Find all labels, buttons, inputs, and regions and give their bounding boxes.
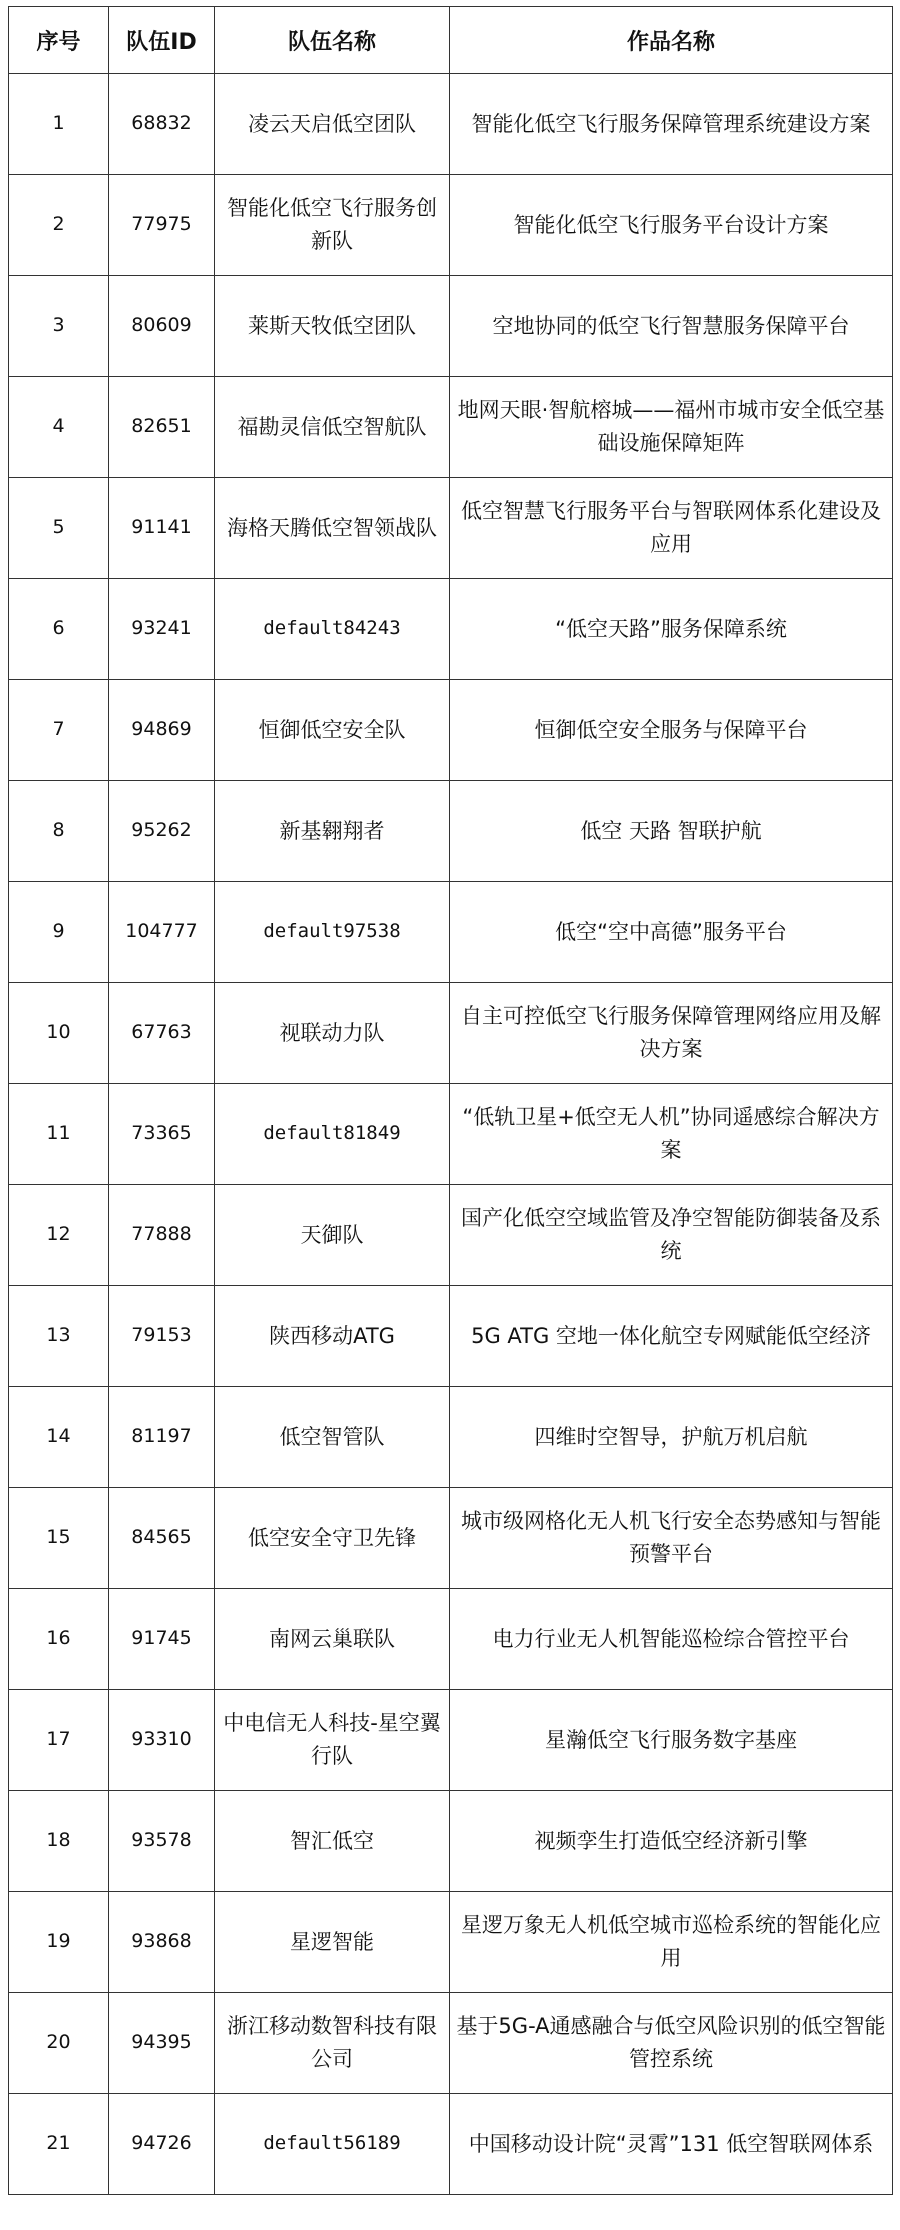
table-row (9, 478, 893, 579)
header-no: 序号 (9, 7, 109, 74)
cell-no: 1 (9, 74, 109, 175)
cell-work-name: 地网天眼·智航榕城——福州市城市安全低空基础设施保障矩阵 (450, 377, 893, 478)
cell-no: 15 (9, 1488, 109, 1589)
cell-team-id: 80609 (109, 276, 215, 377)
cell-work-name: 城市级网格化无人机飞行安全态势感知与智能预警平台 (450, 1488, 893, 1589)
cell-no: 6 (9, 579, 109, 680)
table-row (9, 1791, 893, 1892)
cell-work-name: 5G ATG 空地一体化航空专网赋能低空经济 (450, 1286, 893, 1387)
cell-team-name: 智汇低空 (215, 1791, 450, 1892)
header-work-name: 作品名称 (450, 7, 893, 74)
cell-team-name: default81849 (215, 1084, 450, 1185)
cell-work-name: 智能化低空飞行服务保障管理系统建设方案 (450, 74, 893, 175)
cell-team-name: 恒御低空安全队 (215, 680, 450, 781)
cell-no: 19 (9, 1892, 109, 1993)
cell-team-id: 95262 (109, 781, 215, 882)
cell-work-name: 空地协同的低空飞行智慧服务保障平台 (450, 276, 893, 377)
cell-work-name: 低空“空中高德”服务平台 (450, 882, 893, 983)
cell-team-name: 中电信无人科技-星空翼行队 (215, 1690, 450, 1791)
cell-team-id: 93868 (109, 1892, 215, 1993)
cell-team-name: 浙江移动数智科技有限公司 (215, 1993, 450, 2094)
cell-work-name: 星瀚低空飞行服务数字基座 (450, 1690, 893, 1791)
cell-no: 20 (9, 1993, 109, 2094)
cell-team-id: 67763 (109, 983, 215, 1084)
cell-work-name: 中国移动设计院“灵霄”131 低空智联网体系 (450, 2094, 893, 2195)
table-row (9, 276, 893, 377)
cell-team-id: 84565 (109, 1488, 215, 1589)
cell-team-name: 陕西移动ATG (215, 1286, 450, 1387)
cell-work-name: 视频孪生打造低空经济新引擎 (450, 1791, 893, 1892)
table-row (9, 1286, 893, 1387)
cell-team-id: 93578 (109, 1791, 215, 1892)
cell-team-name: default84243 (215, 579, 450, 680)
cell-team-name: 视联动力队 (215, 983, 450, 1084)
cell-no: 18 (9, 1791, 109, 1892)
cell-team-name: 低空安全守卫先锋 (215, 1488, 450, 1589)
teams-table (8, 6, 893, 2195)
table-row (9, 983, 893, 1084)
cell-work-name: 低空智慧飞行服务平台与智联网体系化建设及应用 (450, 478, 893, 579)
table-row (9, 377, 893, 478)
cell-work-name: 自主可控低空飞行服务保障管理网络应用及解决方案 (450, 983, 893, 1084)
cell-team-name: 福勘灵信低空智航队 (215, 377, 450, 478)
cell-team-id: 68832 (109, 74, 215, 175)
cell-team-name: 新基翱翔者 (215, 781, 450, 882)
cell-no: 16 (9, 1589, 109, 1690)
cell-no: 5 (9, 478, 109, 579)
cell-team-id: 93310 (109, 1690, 215, 1791)
cell-no: 7 (9, 680, 109, 781)
table-row (9, 2094, 893, 2195)
cell-team-id: 82651 (109, 377, 215, 478)
cell-work-name: 基于5G-A通感融合与低空风险识别的低空智能管控系统 (450, 1993, 893, 2094)
cell-work-name: “低轨卫星+低空无人机”协同遥感综合解决方案 (450, 1084, 893, 1185)
table-row (9, 1185, 893, 1286)
cell-team-name: 智能化低空飞行服务创新队 (215, 175, 450, 276)
cell-team-name: 莱斯天牧低空团队 (215, 276, 450, 377)
table-row (9, 680, 893, 781)
table-row (9, 882, 893, 983)
cell-work-name: “低空天路”服务保障系统 (450, 579, 893, 680)
cell-no: 14 (9, 1387, 109, 1488)
cell-team-id: 91141 (109, 478, 215, 579)
cell-work-name: 四维时空智导，护航万机启航 (450, 1387, 893, 1488)
cell-team-name: 南网云巢联队 (215, 1589, 450, 1690)
cell-no: 11 (9, 1084, 109, 1185)
cell-team-id: 94726 (109, 2094, 215, 2195)
header-team-id: 队伍ID (109, 7, 215, 74)
cell-team-id: 81197 (109, 1387, 215, 1488)
cell-team-id: 79153 (109, 1286, 215, 1387)
table-row (9, 781, 893, 882)
cell-no: 17 (9, 1690, 109, 1791)
cell-team-name: 低空智管队 (215, 1387, 450, 1488)
cell-no: 4 (9, 377, 109, 478)
cell-no: 9 (9, 882, 109, 983)
cell-work-name: 智能化低空飞行服务平台设计方案 (450, 175, 893, 276)
cell-no: 21 (9, 2094, 109, 2195)
table-row (9, 175, 893, 276)
cell-team-name: 凌云天启低空团队 (215, 74, 450, 175)
cell-work-name: 恒御低空安全服务与保障平台 (450, 680, 893, 781)
cell-team-id: 77888 (109, 1185, 215, 1286)
cell-no: 8 (9, 781, 109, 882)
cell-team-id: 93241 (109, 579, 215, 680)
table-row (9, 1084, 893, 1185)
cell-team-name: 天御队 (215, 1185, 450, 1286)
cell-team-name: default56189 (215, 2094, 450, 2195)
cell-no: 12 (9, 1185, 109, 1286)
table-row (9, 1993, 893, 2094)
cell-work-name: 星逻万象无人机低空城市巡检系统的智能化应用 (450, 1892, 893, 1993)
table-row (9, 1488, 893, 1589)
table-row (9, 1387, 893, 1488)
cell-no: 10 (9, 983, 109, 1084)
cell-team-id: 94395 (109, 1993, 215, 2094)
table-body (9, 74, 893, 2195)
cell-team-id: 73365 (109, 1084, 215, 1185)
cell-team-id: 104777 (109, 882, 215, 983)
cell-team-name: 海格天腾低空智领战队 (215, 478, 450, 579)
cell-work-name: 电力行业无人机智能巡检综合管控平台 (450, 1589, 893, 1690)
header-team-name: 队伍名称 (215, 7, 450, 74)
table-row (9, 579, 893, 680)
cell-work-name: 国产化低空空域监管及净空智能防御装备及系统 (450, 1185, 893, 1286)
cell-work-name: 低空 天路 智联护航 (450, 781, 893, 882)
cell-team-name: default97538 (215, 882, 450, 983)
cell-team-id: 94869 (109, 680, 215, 781)
table-row (9, 1690, 893, 1791)
cell-no: 13 (9, 1286, 109, 1387)
header-row (9, 7, 893, 74)
cell-no: 2 (9, 175, 109, 276)
cell-team-id: 77975 (109, 175, 215, 276)
table-row (9, 1589, 893, 1690)
cell-team-id: 91745 (109, 1589, 215, 1690)
table-row (9, 74, 893, 175)
cell-team-name: 星逻智能 (215, 1892, 450, 1993)
cell-no: 3 (9, 276, 109, 377)
table-row (9, 1892, 893, 1993)
